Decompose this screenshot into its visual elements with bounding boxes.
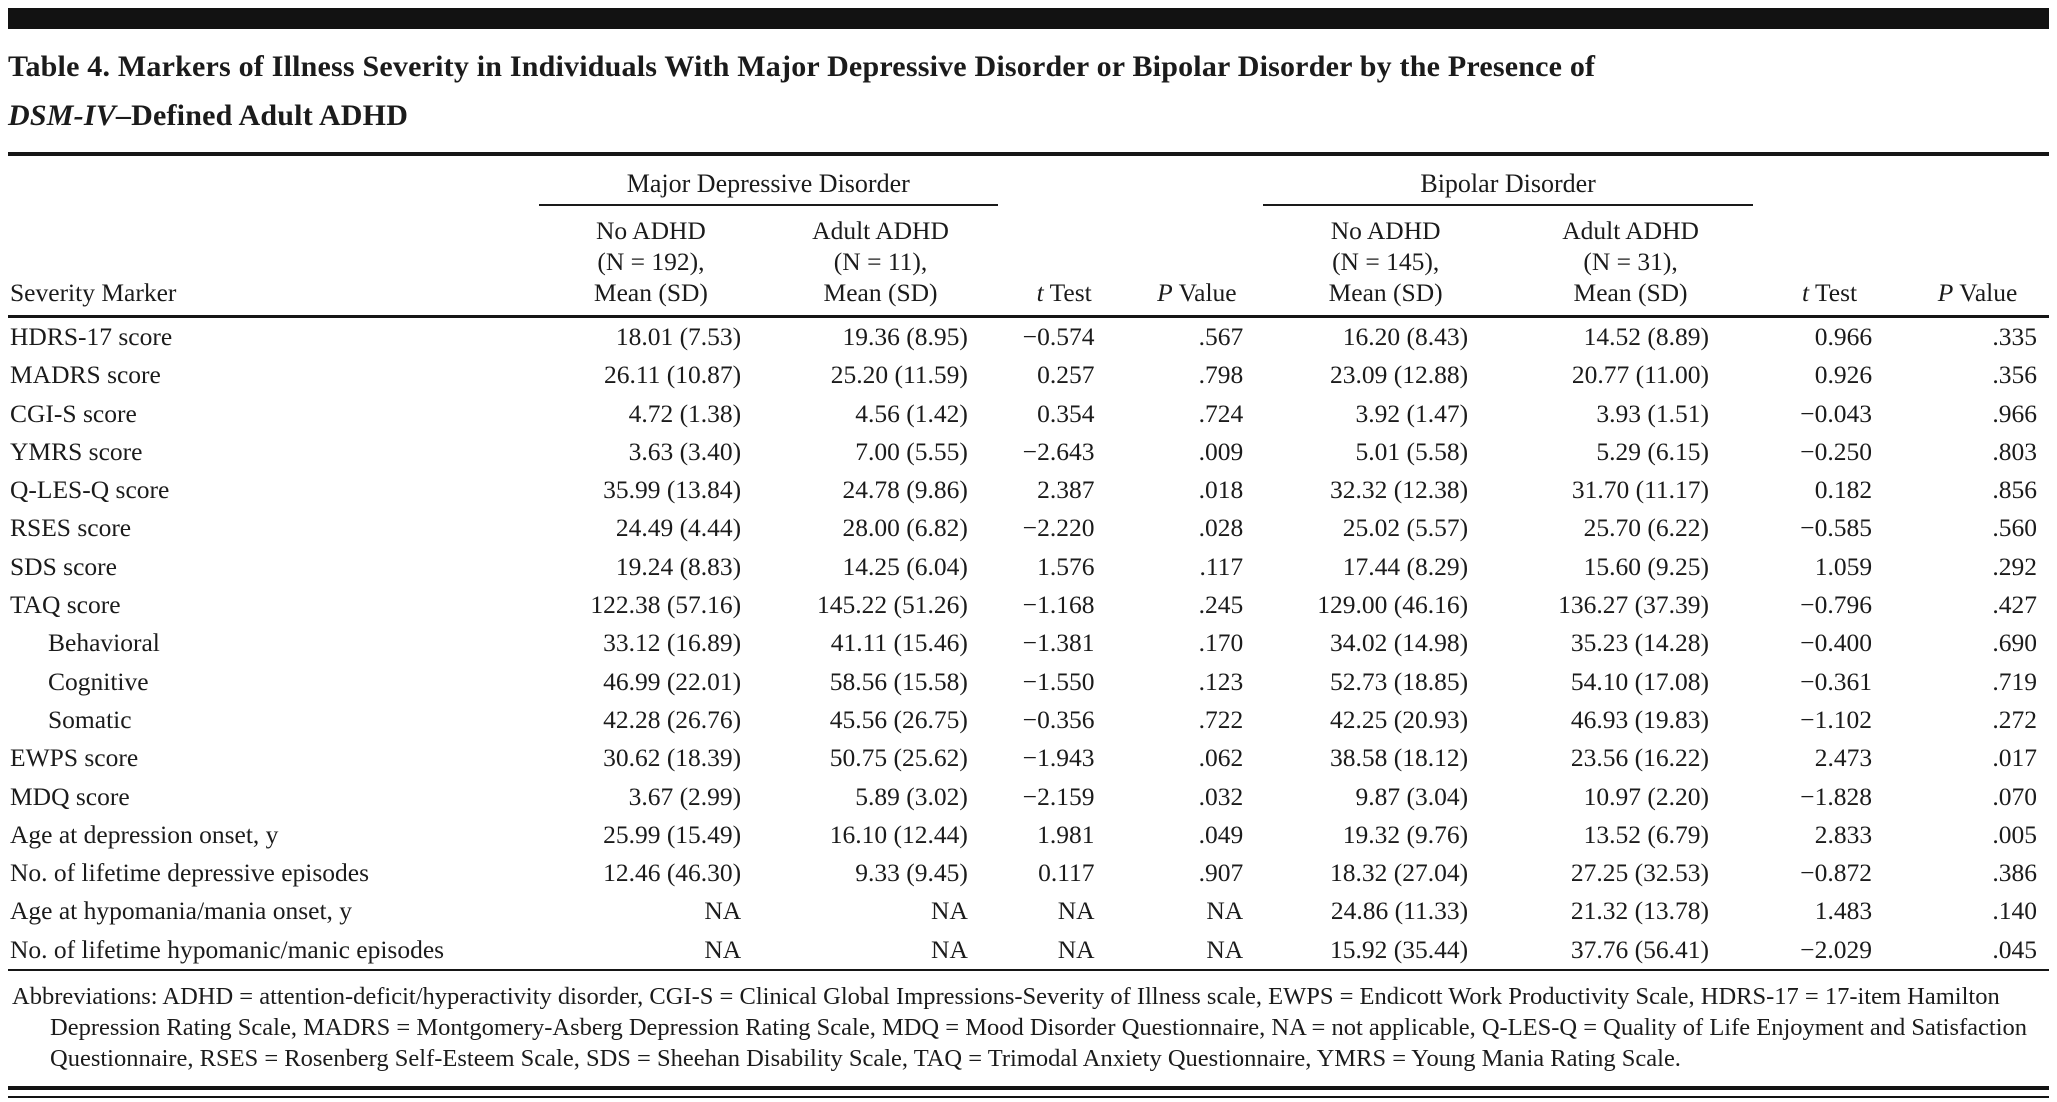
bp-adult-adhd-value: 136.27 (37.39)	[1558, 590, 1709, 620]
group-header-spacer	[1753, 156, 2049, 205]
bp-p-value: .560	[1992, 513, 2037, 543]
mdd-no-adhd-value: 26.11 (10.87)	[604, 360, 742, 390]
mdd-no-adhd-value: 19.24 (8.83)	[615, 551, 742, 581]
bp-adult-adhd-value: 54.10 (17.08)	[1570, 666, 1709, 696]
severity-marker-label: No. of lifetime hypomanic/manic episodes	[8, 931, 539, 970]
table-row	[8, 854, 2049, 892]
mdd-t-test-value: −0.356	[1022, 704, 1095, 734]
bp-no-adhd-value: 5.01 (5.58)	[1355, 436, 1469, 466]
mdd-no-adhd-value: 33.12 (16.89)	[603, 628, 742, 658]
mdd-t-test-value: −2.159	[1022, 781, 1095, 811]
bp-p-value: .017	[1992, 743, 2037, 773]
bp-no-adhd-value: 52.73 (18.85)	[1329, 666, 1469, 696]
bp-no-adhd-header-line2: (N = 145),	[1332, 247, 1440, 276]
bp-t-test-value: −0.796	[1800, 590, 1873, 620]
mdd-adult-adhd-value: 14.25 (6.04)	[842, 551, 968, 581]
mdd-no-adhd-value: 24.49 (4.44)	[615, 513, 742, 543]
bp-no-adhd-header-line1: No ADHD	[1330, 216, 1441, 245]
bp-p-value: .356	[1992, 360, 2037, 390]
severity-marker-label: Behavioral	[48, 628, 160, 658]
bp-p-value: .719	[1992, 666, 2037, 696]
bp-p-value: .386	[1992, 858, 2037, 888]
mdd-adult-adhd-value: 4.56 (1.42)	[855, 398, 968, 428]
severity-marker-label: No. of lifetime depressive episodes	[10, 858, 370, 888]
bottom-double-rule	[8, 1086, 2049, 1098]
mdd-p-value: .117	[1199, 551, 1244, 581]
mdd-adult-adhd-value: 25.20 (11.59)	[830, 360, 968, 390]
table-title-line1: Table 4. Markers of Illness Severity in Individuals With Major Depressive Disorder or Bipolar Disorder by the Presence of	[8, 50, 1596, 83]
t-test-header-rest: Test	[1809, 278, 1858, 307]
bp-p-value: .140	[1992, 896, 2037, 926]
mdd-no-adhd-value: NA	[704, 896, 742, 926]
group-header-row	[8, 156, 2049, 205]
severity-marker-label: EWPS score	[10, 743, 139, 773]
mdd-no-adhd-value: NA	[539, 931, 764, 970]
table-row	[8, 586, 2049, 624]
mdd-adult-adhd-value: 28.00 (6.82)	[842, 513, 968, 543]
bp-t-test-value: −0.872	[1800, 858, 1873, 888]
column-header-row	[8, 205, 2049, 317]
table-row	[8, 624, 2049, 662]
bp-adult-adhd-header-line2: (N = 31),	[1583, 247, 1678, 276]
bp-p-value-header	[1906, 205, 2049, 317]
bp-p-value: .005	[1992, 819, 2037, 849]
group-header-bipolar: Bipolar Disorder	[1263, 156, 1753, 205]
mdd-adult-adhd-value: 7.00 (5.55)	[855, 436, 968, 466]
bp-no-adhd-header	[1263, 205, 1508, 317]
p-value-header-rest: Value	[1172, 278, 1237, 307]
bp-p-value: .803	[1992, 436, 2037, 466]
mdd-no-adhd-header	[539, 205, 764, 317]
table-header	[8, 156, 2049, 317]
mdd-p-value: .722	[1198, 704, 1244, 734]
table-row	[8, 778, 2049, 816]
bp-adult-adhd-value: 15.60 (9.25)	[1583, 551, 1709, 581]
bp-t-test-value: −0.585	[1800, 513, 1873, 543]
mdd-adult-adhd-header	[763, 205, 998, 317]
mdd-t-test-value: 0.117	[1038, 858, 1095, 888]
bp-no-adhd-value: 19.32 (9.76)	[1342, 819, 1469, 849]
bp-t-test-value: −0.043	[1800, 398, 1873, 428]
p-value-header-italic: P	[1157, 278, 1173, 307]
mdd-no-adhd-header-line3: Mean (SD)	[593, 278, 708, 307]
bp-t-test-value: 2.473	[1814, 743, 1873, 773]
severity-marker-header: Severity Marker	[8, 205, 539, 317]
severity-marker-label: Age at depression onset, y	[10, 819, 279, 849]
mdd-t-test-value: NA	[998, 931, 1131, 970]
bp-t-test-value: −1.828	[1800, 781, 1873, 811]
bp-t-test-value: −0.400	[1800, 628, 1873, 658]
bp-t-test-value: −0.250	[1800, 436, 1873, 466]
bp-adult-adhd-header-line1: Adult ADHD	[1562, 216, 1699, 245]
mdd-p-value: .245	[1198, 590, 1244, 620]
severity-markers-table	[8, 156, 2049, 971]
bp-adult-adhd-value: 20.77 (11.00)	[1571, 360, 1709, 390]
mdd-t-test-value: −1.550	[1022, 666, 1095, 696]
bp-t-test-value: 1.059	[1814, 551, 1873, 581]
bp-adult-adhd-header-line3: Mean (SD)	[1573, 278, 1688, 307]
mdd-adult-adhd-value: 41.11 (15.46)	[830, 628, 968, 658]
table-row	[8, 433, 2049, 471]
bp-no-adhd-value: 18.32 (27.04)	[1329, 858, 1469, 888]
table-row	[8, 395, 2049, 433]
mdd-adult-adhd-value: 45.56 (26.75)	[829, 704, 968, 734]
mdd-t-test-value: 0.354	[1037, 398, 1095, 428]
bp-no-adhd-value: 3.92 (1.47)	[1355, 398, 1469, 428]
mdd-t-test-value: 1.981	[1037, 819, 1095, 849]
bp-p-value: .292	[1992, 551, 2037, 581]
mdd-p-value: .009	[1198, 436, 1244, 466]
mdd-no-adhd-value: 3.63 (3.40)	[628, 436, 742, 466]
bp-t-test-value: −1.102	[1800, 704, 1873, 734]
mdd-p-value: .018	[1198, 475, 1244, 505]
mdd-t-test-value: −1.381	[1022, 628, 1095, 658]
mdd-no-adhd-value: 122.38 (57.16)	[590, 590, 742, 620]
bp-adult-adhd-value: 27.25 (32.53)	[1570, 858, 1709, 888]
bp-no-adhd-value: 25.02 (5.57)	[1342, 513, 1469, 543]
severity-marker-label: HDRS-17 score	[10, 322, 173, 351]
bp-adult-adhd-value: 25.70 (6.22)	[1583, 513, 1709, 543]
bp-p-value: .335	[1992, 322, 2037, 351]
mdd-t-test-value: −0.574	[1022, 322, 1095, 351]
bp-p-value: .856	[1992, 475, 2037, 505]
severity-marker-label: MDQ score	[10, 781, 130, 811]
mdd-p-value: .170	[1198, 628, 1244, 658]
mdd-p-value: NA	[1131, 931, 1264, 970]
table-row	[8, 471, 2049, 509]
mdd-adult-adhd-value: 9.33 (9.45)	[855, 858, 968, 888]
bp-t-test-value: −2.029	[1753, 931, 1906, 970]
mdd-no-adhd-header-line2: (N = 192),	[597, 247, 705, 276]
mdd-no-adhd-header-line1: No ADHD	[596, 216, 706, 245]
mdd-adult-adhd-value: 50.75 (25.62)	[829, 743, 968, 773]
mdd-p-value: .724	[1198, 398, 1244, 428]
table-row	[8, 317, 2049, 357]
group-header-spacer	[8, 156, 539, 205]
mdd-p-value: .567	[1198, 322, 1244, 351]
t-test-header-italic: t	[1801, 278, 1810, 307]
bp-t-test-value: 1.483	[1814, 896, 1873, 926]
bp-t-test-value: −0.361	[1800, 666, 1873, 696]
bp-adult-adhd-value: 37.76 (56.41)	[1508, 931, 1753, 970]
group-header-mdd: Major Depressive Disorder	[539, 156, 998, 205]
severity-marker-label: SDS score	[10, 551, 117, 581]
mdd-t-test-value: 0.257	[1037, 360, 1095, 390]
mdd-no-adhd-value: 3.67 (2.99)	[628, 781, 742, 811]
t-test-header-italic: t	[1036, 278, 1044, 307]
bp-no-adhd-value: 32.32 (12.38)	[1329, 475, 1469, 505]
table-row	[8, 663, 2049, 701]
bp-no-adhd-value: 42.25 (20.93)	[1329, 704, 1469, 734]
mdd-no-adhd-value: 35.99 (13.84)	[603, 475, 742, 505]
bp-adult-adhd-value: 13.52 (6.79)	[1583, 819, 1709, 849]
bp-no-adhd-value: 129.00 (46.16)	[1317, 590, 1469, 620]
bp-adult-adhd-value: 31.70 (11.17)	[1571, 475, 1709, 505]
mdd-no-adhd-value: 42.28 (26.76)	[603, 704, 742, 734]
mdd-p-value-header	[1131, 205, 1264, 317]
table-title-line2-rest: –Defined Adult ADHD	[115, 99, 409, 132]
bp-p-value: .427	[1992, 590, 2037, 620]
table-row	[8, 739, 2049, 777]
mdd-no-adhd-value: 12.46 (46.30)	[603, 858, 742, 888]
bp-p-value: .690	[1992, 628, 2037, 658]
bp-p-value: .070	[1992, 781, 2037, 811]
bp-t-test-value: 0.966	[1814, 322, 1873, 351]
severity-marker-label: RSES score	[10, 513, 132, 543]
mdd-adult-adhd-header-line1: Adult ADHD	[812, 216, 949, 245]
mdd-p-value: .062	[1198, 743, 1244, 773]
mdd-adult-adhd-value: 5.89 (3.02)	[855, 781, 968, 811]
bp-p-value: .966	[1992, 398, 2037, 428]
mdd-p-value: .123	[1198, 666, 1244, 696]
bp-no-adhd-value: 38.58 (18.12)	[1329, 743, 1469, 773]
mdd-p-value: .798	[1198, 360, 1244, 390]
mdd-p-value: .907	[1198, 858, 1244, 888]
mdd-p-value: .032	[1198, 781, 1244, 811]
mdd-t-test-value: −2.220	[1022, 513, 1095, 543]
table-row	[8, 701, 2049, 739]
mdd-t-test-value: −1.943	[1022, 743, 1095, 773]
mdd-no-adhd-value: 46.99 (22.01)	[603, 666, 742, 696]
bp-t-test-header	[1753, 205, 1906, 317]
bp-adult-adhd-value: 23.56 (16.22)	[1570, 743, 1709, 773]
table-row	[8, 509, 2049, 547]
mdd-no-adhd-value: 4.72 (1.38)	[628, 398, 742, 428]
mdd-adult-adhd-value: NA	[931, 896, 968, 926]
p-value-header-rest: Value	[1953, 278, 2018, 307]
bp-adult-adhd-value: 10.97 (2.20)	[1583, 781, 1709, 811]
table-row	[8, 931, 2049, 970]
table-row	[8, 892, 2049, 930]
bp-t-test-value: 0.926	[1814, 360, 1873, 390]
mdd-adult-adhd-header-line2: (N = 11),	[833, 247, 928, 276]
mdd-adult-adhd-header-line3: Mean (SD)	[823, 278, 938, 307]
mdd-t-test-value: −2.643	[1022, 436, 1095, 466]
mdd-t-test-value: NA	[1057, 896, 1095, 926]
mdd-p-value: .049	[1198, 819, 1244, 849]
table-row	[8, 356, 2049, 394]
p-value-header-italic: P	[1937, 278, 1954, 307]
mdd-no-adhd-value: 25.99 (15.49)	[603, 819, 742, 849]
severity-marker-label: Age at hypomania/mania onset, y	[10, 896, 353, 926]
severity-marker-label: Q-LES-Q score	[10, 475, 170, 505]
bp-no-adhd-value: 9.87 (3.04)	[1355, 781, 1469, 811]
severity-marker-label: CGI-S score	[10, 398, 137, 428]
bp-adult-adhd-value: 21.32 (13.78)	[1570, 896, 1709, 926]
mdd-no-adhd-value: 18.01 (7.53)	[615, 322, 742, 351]
mdd-t-test-value: 1.576	[1037, 551, 1095, 581]
top-rule-bar	[8, 8, 2049, 29]
bp-adult-adhd-value: 5.29 (6.15)	[1596, 436, 1709, 466]
mdd-adult-adhd-value: 16.10 (12.44)	[829, 819, 968, 849]
bp-adult-adhd-header	[1508, 205, 1753, 317]
mdd-no-adhd-value: 30.62 (18.39)	[603, 743, 742, 773]
bp-no-adhd-value: 23.09 (12.88)	[1329, 360, 1469, 390]
mdd-adult-adhd-value: 145.22 (51.26)	[817, 590, 968, 620]
bp-no-adhd-header-line3: Mean (SD)	[1328, 278, 1443, 307]
bp-adult-adhd-value: 35.23 (14.28)	[1570, 628, 1709, 658]
table-title-dsm-iv: DSM-IV	[8, 99, 116, 132]
severity-marker-label: Somatic	[48, 704, 132, 734]
mdd-p-value: NA	[1206, 896, 1244, 926]
abbreviations-footnote: Abbreviations: ADHD = attention-deficit/hyperactivity disorder, CGI-S = Clinical Global Impressions-Severity of Illness scale, EWPS = Endicott Work Productivity Scale, HDRS-17 = 17-item Hamilton Depression Rating Scale, MADRS = Montgomery-Asberg Depression Rating Scale, MDQ = Mood Disorder Questionnaire, NA = not applicable, Q-LES-Q = Quality of Life Enjoyment and Satisfaction Questionnaire, RSES = Rosenberg Self-Esteem Scale, SDS = Sheehan Disability Scale, TAQ = Trimodal Anxiety Questionnaire, YMRS = Young Mania Rating Scale.	[12, 983, 2028, 1073]
mdd-adult-adhd-value: 58.56 (15.58)	[829, 666, 968, 696]
bp-no-adhd-value: 15.92 (35.44)	[1263, 931, 1508, 970]
table-title	[8, 29, 2049, 156]
mdd-t-test-value: −1.168	[1022, 590, 1095, 620]
mdd-t-test-header	[998, 205, 1131, 317]
bp-no-adhd-value: 16.20 (8.43)	[1342, 322, 1469, 351]
bp-p-value: .045	[1906, 931, 2049, 970]
t-test-header-rest: Test	[1043, 278, 1092, 307]
severity-marker-label: MADRS score	[10, 360, 161, 390]
mdd-p-value: .028	[1198, 513, 1244, 543]
mdd-adult-adhd-value: 19.36 (8.95)	[842, 322, 968, 351]
table-row	[8, 816, 2049, 854]
bp-adult-adhd-value: 14.52 (8.89)	[1583, 322, 1709, 351]
bp-no-adhd-value: 34.02 (14.98)	[1329, 628, 1469, 658]
severity-marker-label: YMRS score	[10, 436, 143, 466]
group-header-spacer	[998, 156, 1263, 205]
mdd-t-test-value: 2.387	[1037, 475, 1095, 505]
severity-marker-label: TAQ score	[10, 590, 121, 620]
bp-adult-adhd-value: 46.93 (19.83)	[1570, 704, 1709, 734]
bp-p-value: .272	[1992, 704, 2037, 734]
table-row	[8, 548, 2049, 586]
bp-no-adhd-value: 24.86 (11.33)	[1330, 896, 1469, 926]
severity-marker-label: Cognitive	[48, 666, 149, 696]
bp-adult-adhd-value: 3.93 (1.51)	[1596, 398, 1709, 428]
bp-t-test-value: 2.833	[1814, 819, 1873, 849]
bp-t-test-value: 0.182	[1814, 475, 1873, 505]
table-body	[8, 317, 2049, 971]
mdd-adult-adhd-value: NA	[763, 931, 998, 970]
mdd-adult-adhd-value: 24.78 (9.86)	[842, 475, 968, 505]
bp-no-adhd-value: 17.44 (8.29)	[1342, 551, 1469, 581]
